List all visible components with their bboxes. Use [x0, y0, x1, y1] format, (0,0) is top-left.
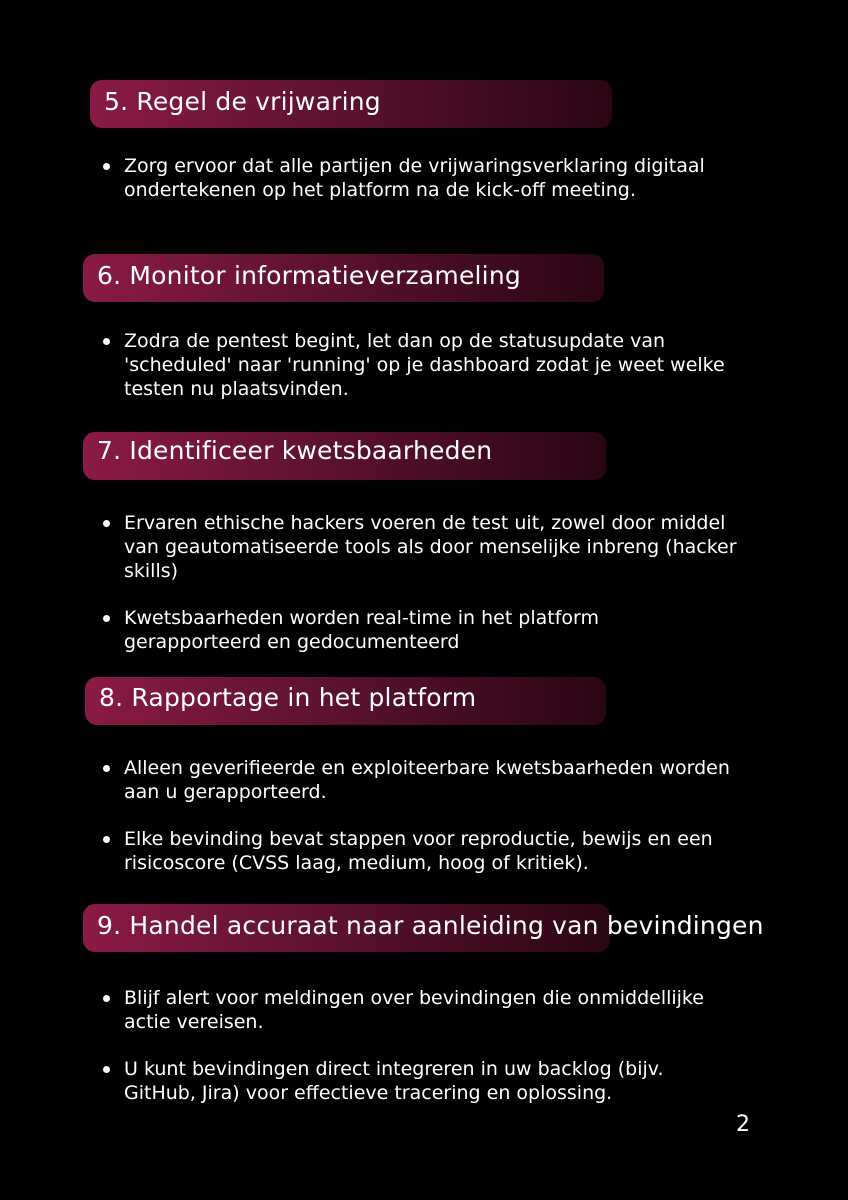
bullet-icon	[103, 765, 110, 772]
section-title-7: 7. Identificeer kwetsbaarheden	[97, 436, 493, 465]
list-item	[100, 827, 740, 875]
section-title-5: 5. Regel de vrijwaring	[104, 87, 381, 116]
bullet-icon	[103, 995, 110, 1002]
bullet-icon	[103, 163, 110, 170]
bullet-icon	[103, 338, 110, 345]
bullet-text: Elke bevinding bevat stappen voor reproductie, bewijs en een risicoscore (CVSS laag, medium, hoog of kritiek).	[124, 828, 713, 874]
page-number: 2	[736, 1112, 750, 1137]
bullet-text: Alleen geverifieerde en exploiteerbare kwetsbaarheden worden aan u gerapporteerd.	[124, 757, 730, 803]
list-item	[100, 756, 740, 804]
bullet-list-6	[100, 329, 740, 401]
bullet-text: Ervaren ethische hackers voeren de test uit, zowel door middel van geautomatiseerde tools als door menselijke inbreng (hacker skills)	[124, 512, 737, 582]
section-title-8: 8. Rapportage in het platform	[99, 683, 477, 712]
bullet-text: Kwetsbaarheden worden real-time in het platform gerapporteerd en gedocumenteerd	[124, 607, 600, 653]
list-item	[100, 986, 740, 1034]
bullet-icon	[103, 520, 110, 527]
bullet-list-7	[100, 511, 740, 654]
list-item	[100, 329, 740, 401]
bullet-icon	[103, 836, 110, 843]
list-item	[100, 1057, 740, 1105]
bullet-text: Zodra de pentest begint, let dan op de statusupdate van 'scheduled' naar 'running' op je dashboard zodat je weet welke testen nu plaatsvinden.	[124, 330, 725, 400]
bullet-list-5	[100, 154, 740, 202]
bullet-icon	[103, 1066, 110, 1073]
bullet-text: U kunt bevindingen direct integreren in uw backlog (bijv. GitHub, Jira) voor effectieve tracering en oplossing.	[124, 1058, 664, 1104]
bullet-list-8	[100, 756, 740, 875]
list-item	[100, 511, 740, 583]
bullet-text: Zorg ervoor dat alle partijen de vrijwaringsverklaring digitaal ondertekenen op het platform na de kick-off meeting.	[124, 155, 705, 201]
bullet-list-9	[100, 986, 740, 1105]
list-item	[100, 606, 740, 654]
section-title-6: 6. Monitor informatieverzameling	[97, 261, 521, 290]
section-title-9: 9. Handel accuraat naar aanleiding van bevindingen	[97, 911, 764, 940]
bullet-text: Blijf alert voor meldingen over bevindingen die onmiddellijke actie vereisen.	[124, 987, 704, 1033]
list-item	[100, 154, 740, 202]
bullet-icon	[103, 615, 110, 622]
